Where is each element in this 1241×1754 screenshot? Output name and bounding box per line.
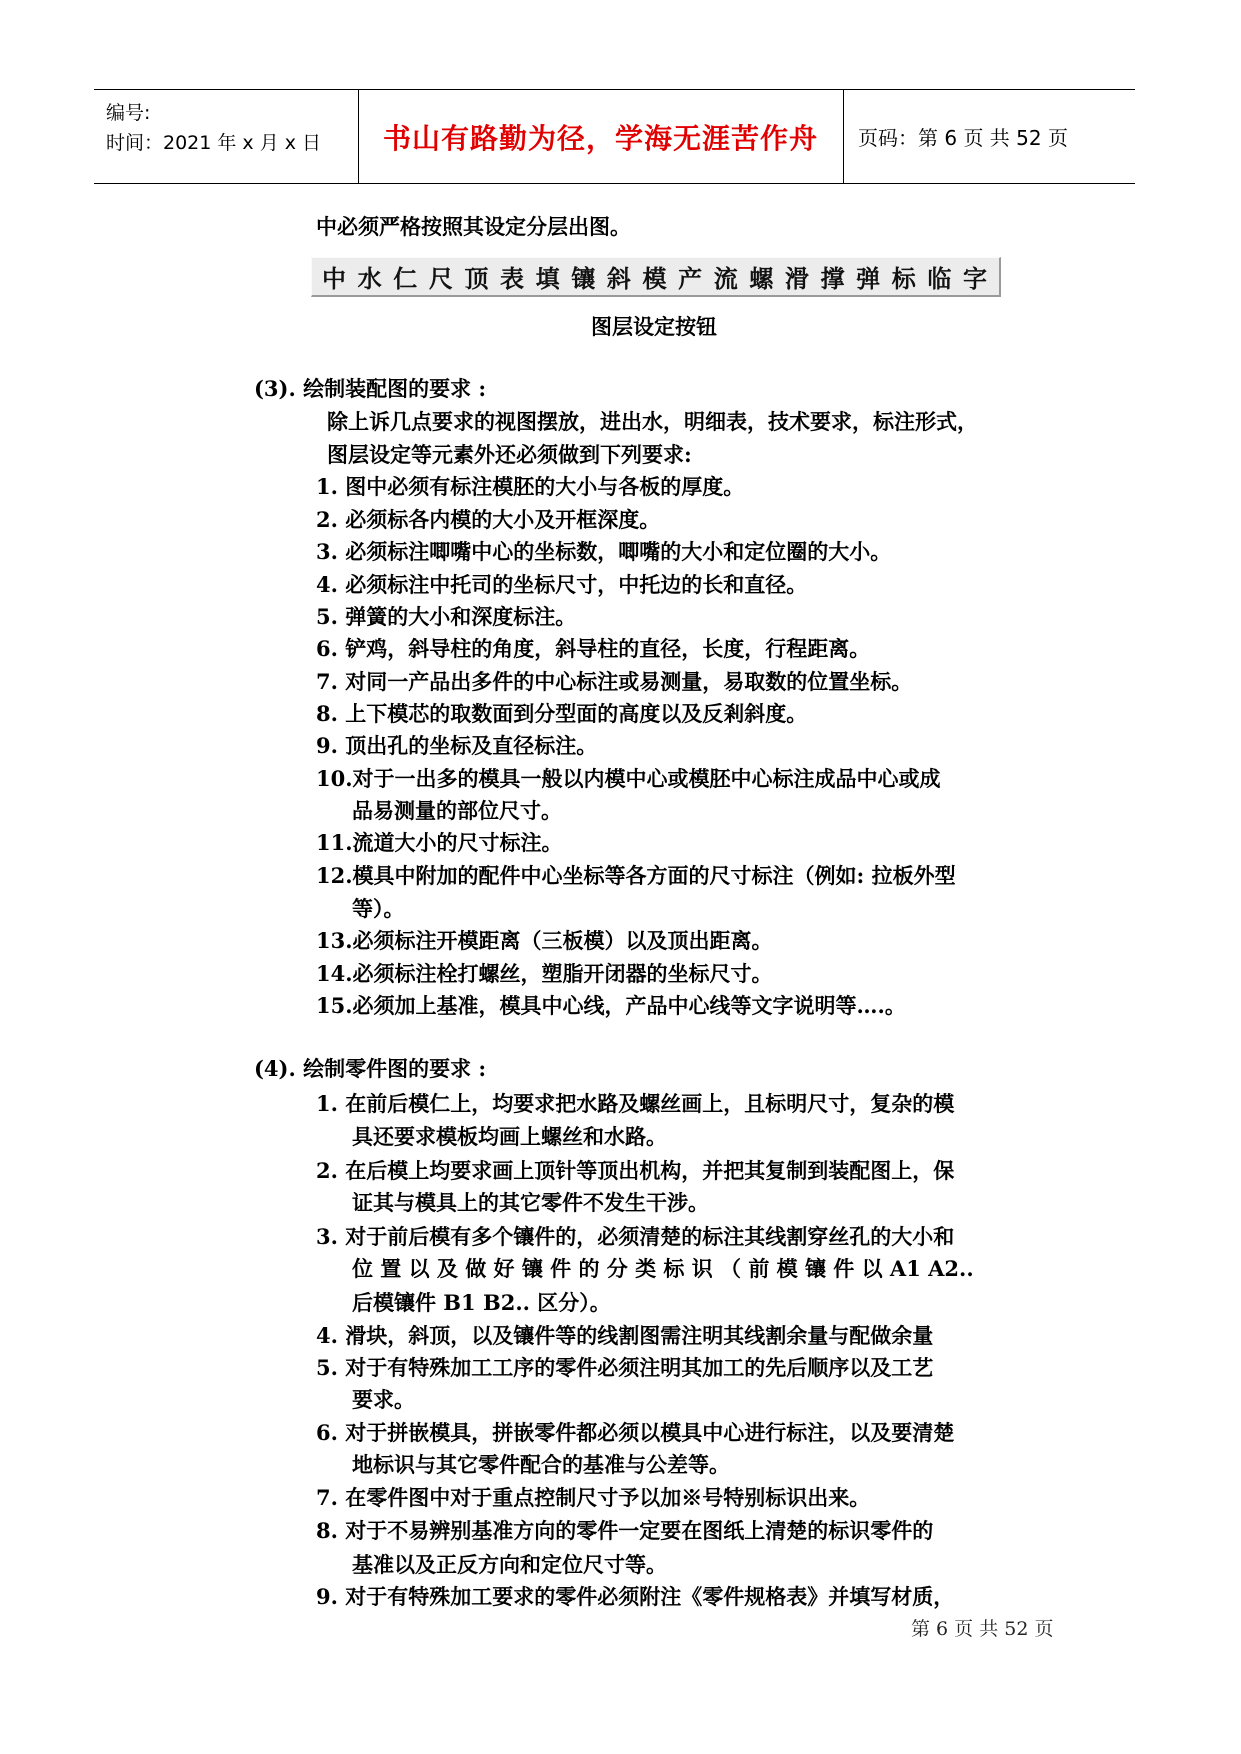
section3-item: 15.必须加上基准，模具中心线，产品中心线等文字说明等….。 xyxy=(316,993,906,1018)
section4-item: 8. 对于不易辨别基准方向的零件一定要在图纸上清楚的标识零件的 xyxy=(316,1518,934,1543)
section4-item: 9. 对于有特殊加工要求的零件必须附注《零件规格表》并填写材质， xyxy=(316,1584,955,1609)
section3-item: 3. 必须标注唧嘴中心的坐标数，唧嘴的大小和定位圈的大小。 xyxy=(316,539,892,564)
section4-item: 6. 对于拼嵌模具，拼嵌零件都必须以模具中心进行标注，以及要清楚 xyxy=(316,1420,955,1445)
layer-button[interactable]: 字 xyxy=(962,265,987,293)
section3-item: 1. 图中必须有标注模胚的大小与各板的厚度。 xyxy=(316,474,745,499)
number-label: 编号: xyxy=(106,102,151,124)
layer-button[interactable]: 螺 xyxy=(749,265,774,293)
section4-item: 2. 在后模上均要求画上顶针等顶出机构，并把其复制到装配图上，保 xyxy=(316,1158,955,1183)
layer-button[interactable]: 仁 xyxy=(393,265,418,293)
section4-item: 4. 滑块，斜顶，以及镶件等的线割图需注明其线割余量与配做余量 xyxy=(316,1323,934,1348)
layer-button[interactable]: 填 xyxy=(535,265,560,293)
layer-button[interactable]: 尺 xyxy=(428,265,453,293)
header-meta xyxy=(106,98,321,158)
layer-button[interactable]: 表 xyxy=(500,265,525,293)
section4-item: 5. 对于有特殊加工工序的零件必须注明其加工的先后顺序以及工艺 xyxy=(316,1355,934,1380)
section3-item: 9. 顶出孔的坐标及直径标注。 xyxy=(316,733,598,758)
layer-button[interactable]: 滑 xyxy=(784,265,809,293)
section3-item: 2. 必须标各内模的大小及开框深度。 xyxy=(316,507,661,532)
layer-button[interactable]: 镶 xyxy=(571,265,596,293)
section3-item: 8. 上下模芯的取数面到分型面的高度以及反剎斜度。 xyxy=(316,701,808,726)
section3-item: 4. 必须标注中托司的坐标尺寸，中托边的长和直径。 xyxy=(316,572,808,597)
section3-item: 7. 对同一产品出多件的中心标注或易测量，易取数的位置坐标。 xyxy=(316,669,913,694)
intro-line: 中必须严格按照其设定分层出图。 xyxy=(316,214,631,239)
time-label: 时间：2021 年 x 月 x 日 xyxy=(106,132,322,154)
layer-caption: 图层设定按钮 xyxy=(591,314,717,339)
layer-button[interactable]: 弹 xyxy=(856,265,881,293)
section3-intro: 图层设定等元素外还必须做到下列要求: xyxy=(327,442,692,467)
section4-item: 3. 对于前后模有多个镶件的，必须清楚的标注其线割穿丝孔的大小和 xyxy=(316,1224,955,1249)
layer-button[interactable]: 斜 xyxy=(606,265,631,293)
section3-item: 品易测量的部位尺寸。 xyxy=(352,798,562,823)
page-header xyxy=(94,89,1135,184)
section3-item: 6. 铲鸡，斜导柱的角度，斜导柱的直径，长度，行程距离。 xyxy=(316,636,871,661)
layer-button[interactable]: 撑 xyxy=(820,265,845,293)
section3-item: 10.对于一出多的模具一般以内模中心或模胚中心标注成品中心或成 xyxy=(316,766,941,791)
section4-item: 7. 在零件图中对于重点控制尺寸予以加※号特别标识出来。 xyxy=(316,1485,871,1510)
section4-item: 证其与模具上的其它零件不发生干涉。 xyxy=(352,1190,709,1215)
section3-item: 11.流道大小的尺寸标注。 xyxy=(316,830,563,855)
section4-item: 要求。 xyxy=(352,1387,415,1412)
section4-item: 后模镶件 B1 B2.. 区分）。 xyxy=(352,1290,611,1315)
layer-button[interactable]: 水 xyxy=(357,265,382,293)
layer-button[interactable]: 流 xyxy=(713,265,738,293)
section3-item: 12.模具中附加的配件中心坐标等各方面的尺寸标注（例如: 拉板外型 xyxy=(316,863,956,888)
section3-item: 5. 弹簧的大小和深度标注。 xyxy=(316,604,577,629)
header-motto: 书山有路勤为径，学海无涯苦作舟 xyxy=(382,121,818,155)
layer-button[interactable]: 顶 xyxy=(464,265,489,293)
section4-item: 1. 在前后模仁上，均要求把水路及螺丝画上，且标明尺寸，复杂的模 xyxy=(316,1091,955,1116)
section4-item: 基准以及正反方向和定位尺寸等。 xyxy=(352,1552,667,1577)
section3-item: 14.必须标注栓打螺丝，塑脂开闭器的坐标尺寸。 xyxy=(316,961,773,986)
section3-item: 13.必须标注开模距离（三板模）以及顶出距离。 xyxy=(316,928,773,953)
section4-item: 具还要求模板均画上螺丝和水路。 xyxy=(352,1124,667,1149)
header-page-info: 页码：第 6 页 共 52 页 xyxy=(858,126,1068,150)
layer-button[interactable]: 临 xyxy=(927,265,952,293)
section3-heading: (3). 绘制装配图的要求 : xyxy=(254,376,487,401)
section4-item: 位 置 以 及 做 好 镶 件 的 分 类 标 识 （ 前 模 镶 件 以 A1 A2.. xyxy=(352,1256,974,1281)
header-divider xyxy=(843,90,844,183)
layer-button[interactable]: 模 xyxy=(642,265,667,293)
layer-button[interactable]: 中 xyxy=(322,265,346,293)
section3-intro: 除上诉几点要求的视图摆放，进出水，明细表，技术要求，标注形式， xyxy=(327,409,978,434)
page-footer: 第 6 页 共 52 页 xyxy=(911,1618,1054,1640)
layer-button[interactable]: 产 xyxy=(678,265,703,293)
section4-item: 地标识与其它零件配合的基准与公差等。 xyxy=(352,1452,730,1477)
layer-button-bar xyxy=(311,257,1001,297)
section3-item: 等）。 xyxy=(352,896,405,921)
layer-button[interactable]: 标 xyxy=(891,265,916,293)
section4-heading: (4). 绘制零件图的要求 : xyxy=(254,1056,487,1081)
